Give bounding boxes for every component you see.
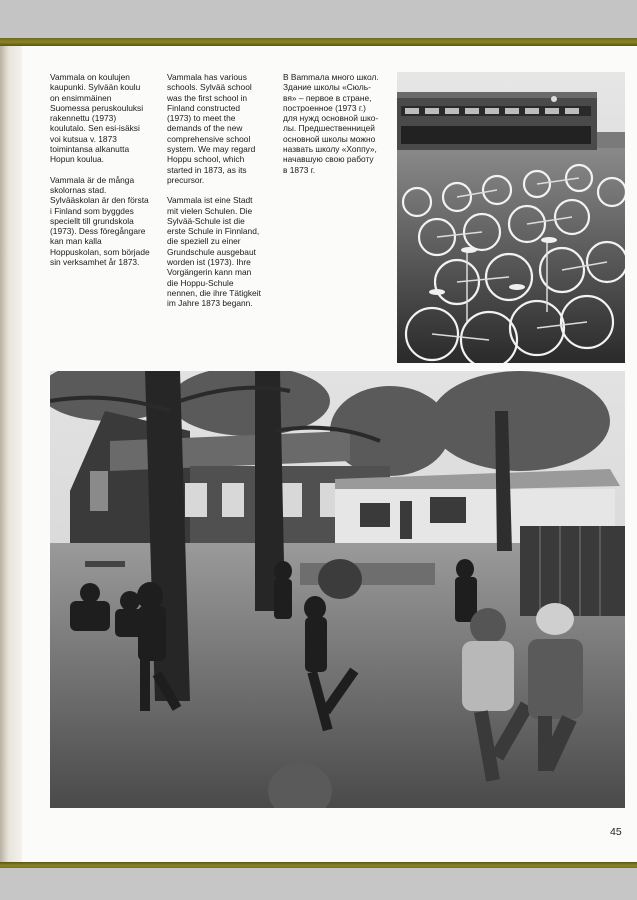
paragraph-english: Vammala has various schools. Sylvää school was the first school in Finland constructed (1973) to meet the demands of the new comprehensive school system. We may regard Hoppu school, which started in 1873, as its precursor.	[167, 72, 256, 185]
photo-children-playground-image	[50, 371, 625, 808]
photo-school-bicycles	[397, 72, 625, 363]
photo-children-playground	[50, 371, 625, 808]
photo-school-bicycles-image	[397, 72, 625, 363]
paragraph-german: Vammala ist eine Stadt mit vielen Schulen. Die Sylvää-Schule ist die erste Schule in Finnland, die speziell zu einer Grundschule ausgebaut worden ist (1973). Ihre Vorgängerin kann man die Hoppu-Schule nennen, die ihre Tätigkeit im Jahre 1873 begann.	[167, 195, 261, 309]
paragraph-russian: В Вammала много школ. Здание школы «Сюль- вя» – первое в стране, построенное (1973 г.) для нужд основной шко- лы. Предшественницей основной школы можно назвать школу «Хоппу», начавшую свою работу в 1873 г.	[283, 72, 379, 175]
scan-background-top	[0, 0, 637, 38]
paragraph-finnish: Vammala on koulujen kaupunki. Sylvään koulu on ensimmäinen Suomessa peruskouluksi rakennettu (1973) koulutalo. Sen esi-isäksi voi kutsua v. 1873 toimintansa alkanutta Hopun koulua.	[50, 72, 144, 165]
scan-background-bottom	[0, 868, 637, 900]
book-spine-left	[0, 46, 22, 862]
paragraph-swedish: Vammala är de många skolornas stad. Sylvääskolan är den första i Finland som byggdes speciellt till grundskola (1973). Dess föregångare kan man kalla Hoppuskolan, som började sin verksamhet år 1873.	[50, 174, 150, 268]
text-column-english-german	[167, 72, 279, 319]
text-column-finnish-swedish	[50, 72, 162, 277]
page-number: 45	[610, 826, 622, 838]
book-cover-edge-top	[0, 38, 637, 46]
text-column-russian	[283, 72, 395, 185]
